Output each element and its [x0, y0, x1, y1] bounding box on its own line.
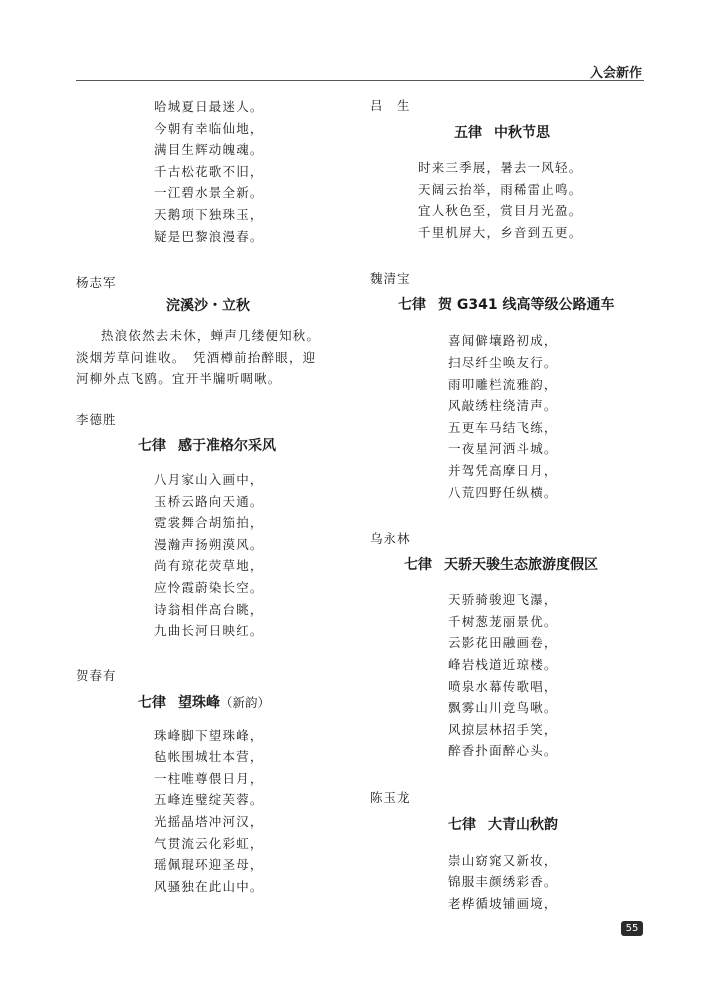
- poem-author: 魏清宝: [370, 271, 411, 287]
- prose-line: 热浪依然去未休，蝉声几缕便知秋。: [101, 328, 321, 344]
- poem-line: 风掠层林招手笑，: [448, 721, 558, 737]
- poem-line: 时来三季展，暑去一风轻。: [418, 160, 583, 175]
- poem-author: 乌永林: [370, 531, 411, 547]
- poem-line: 气贯流云化彩虹，: [154, 835, 264, 851]
- poem-line: 飘雾山川竞鸟啾。: [448, 700, 558, 716]
- poem-line: 风骚独在此山中。: [154, 878, 264, 894]
- poem-line: 崇山窈窕又新妆，: [448, 852, 558, 868]
- poem-form: 七律: [448, 816, 476, 833]
- poem-line: 满目生辉动魄魂。: [154, 142, 264, 158]
- poem-author: 陈玉龙: [370, 789, 411, 805]
- poem-line: 千里机屏大，乡音到五更。: [418, 224, 583, 240]
- poem-title: [76, 295, 348, 317]
- poem-line: 八荒四野任纵横。: [448, 484, 558, 500]
- poem-line: 喜闻僻壤路初成，: [448, 333, 558, 349]
- prose-line: 淡烟芳草问谁收。 凭酒樽前抬醉眼，迎: [76, 349, 317, 365]
- header-rule: [76, 80, 644, 81]
- poem-line: 珠峰脚下望珠峰，: [154, 727, 264, 743]
- prose-poem: [76, 325, 348, 390]
- poem-line: 五更车马结飞练，: [448, 419, 558, 435]
- poem-form: 五律: [454, 125, 482, 141]
- poem-line: 峰岩栈道近琼楼。: [448, 656, 558, 672]
- poem-title-note: （新韵）: [220, 694, 271, 710]
- poem-title-text: 浣溪沙・立秋: [166, 298, 250, 315]
- poem-line: 风敲绣柱绕清声。: [448, 398, 558, 414]
- right-column: [370, 96, 644, 915]
- running-header: [76, 62, 644, 82]
- poem-block: [76, 410, 348, 642]
- poem-block: [76, 666, 348, 898]
- page-number-badge: 55: [621, 921, 643, 936]
- poem-line: 霓裳舞合胡笳拍，: [154, 515, 264, 531]
- poem-lines: [370, 589, 644, 762]
- poem-author: 杨志军: [76, 275, 117, 291]
- poem-title-text: 大青山秋韵: [488, 816, 558, 833]
- poem-lines: [370, 850, 644, 915]
- poem-title: [76, 435, 348, 457]
- poem-line: 天骄骑骏迎飞瀑，: [448, 592, 558, 608]
- poem-title-text: 望珠峰: [178, 694, 220, 711]
- poem-form: 七律: [138, 694, 166, 711]
- poem-line: 一江碧水景全新。: [154, 185, 264, 201]
- poem-line: 喷泉水幕传歌唱，: [448, 678, 558, 694]
- poem-line: 今朝有幸临仙地，: [154, 120, 264, 136]
- poem-block: [370, 96, 644, 243]
- poem-title-text: 天骄天骏生态旅游度假区: [444, 557, 598, 574]
- section-title: 入会新作: [589, 66, 642, 81]
- poem-line: 诗翁相伴高台眺，: [154, 601, 264, 617]
- poem-title: [370, 122, 644, 144]
- poem-author: 吕 生: [370, 98, 411, 113]
- continued-poem-lines: [76, 96, 348, 247]
- poem-line: 雨叩雕栏流雅韵，: [448, 376, 558, 392]
- poem-line: 哈城夏日最迷人。: [154, 99, 264, 114]
- poem-author: 贺春有: [76, 667, 117, 683]
- poem-lines: [370, 157, 644, 243]
- poem-line: 应怜霞蔚染长空。: [154, 579, 264, 595]
- poem-title-text: 感于准格尔采风: [178, 437, 276, 454]
- poem-line: 尚有琼花荧草地，: [154, 558, 264, 574]
- poem-lines: [370, 330, 644, 503]
- poem-line: 云影花田融画卷，: [448, 635, 558, 651]
- poem-lines: [76, 469, 348, 642]
- poem-line: 扫尽纤尘唤友行。: [448, 354, 558, 370]
- poem-lines: [76, 725, 348, 898]
- poem-title-text: 中秋节思: [494, 125, 550, 141]
- poem-author: 李德胜: [76, 411, 117, 427]
- left-column: [76, 96, 348, 897]
- poem-title-text: 贺 G341 线高等级公路通车: [438, 297, 615, 314]
- poem-title: [76, 692, 348, 714]
- poem-line: 锦服丰颜绣彩香。: [448, 874, 558, 890]
- poem-line: 玉桥云路向天通。: [154, 493, 264, 509]
- poem-line: 九曲长河日映红。: [154, 623, 264, 639]
- poem-block: [370, 269, 644, 503]
- poem-line: 瑶佩琨环迎圣母，: [154, 857, 264, 873]
- poem-line: 醉香扑面醉心头。: [448, 743, 558, 759]
- poem-form: 七律: [138, 437, 166, 454]
- poem-block: [370, 529, 644, 762]
- poem-line: 漫瀚声扬朔漠风。: [154, 536, 264, 552]
- poem-title: [370, 814, 644, 836]
- poem-block: [370, 788, 644, 915]
- poem-title: [370, 554, 644, 576]
- poem-line: 五峰连璧绽芙蓉。: [154, 792, 264, 808]
- poem-line: 一柱唯尊偎日月，: [154, 770, 264, 786]
- poem-line: 千树葱茏丽景优。: [448, 613, 558, 629]
- prose-line: 河柳外点飞鸥。宜开半牖听啁啾。: [76, 371, 282, 387]
- poem-line: 天鹅项下独珠玉，: [154, 206, 264, 222]
- poem-line: 千古松花歌不旧，: [154, 163, 264, 179]
- poem-line: 疑是巴黎浪漫春。: [154, 228, 264, 244]
- poem-form: 七律: [398, 297, 426, 314]
- poem-line: 光摇晶塔冲河汉，: [154, 814, 264, 830]
- poem-block: [76, 273, 348, 390]
- poem-title: [370, 294, 644, 316]
- poem-line: 老桦循坡铺画境，: [448, 896, 558, 912]
- poem-line: 毡帐围城壮本营，: [154, 749, 264, 765]
- poem-line: 一夜星河洒斗城。: [448, 441, 558, 457]
- poem-line: 天阔云抬举，雨稀雷止鸣。: [418, 181, 583, 197]
- poem-line: 并驾凭高摩日月，: [448, 462, 558, 478]
- poem-line: 八月家山入画中，: [154, 471, 264, 487]
- poem-form: 七律: [404, 557, 432, 574]
- poem-line: 宜人秋色至，赏目月光盈。: [418, 203, 583, 219]
